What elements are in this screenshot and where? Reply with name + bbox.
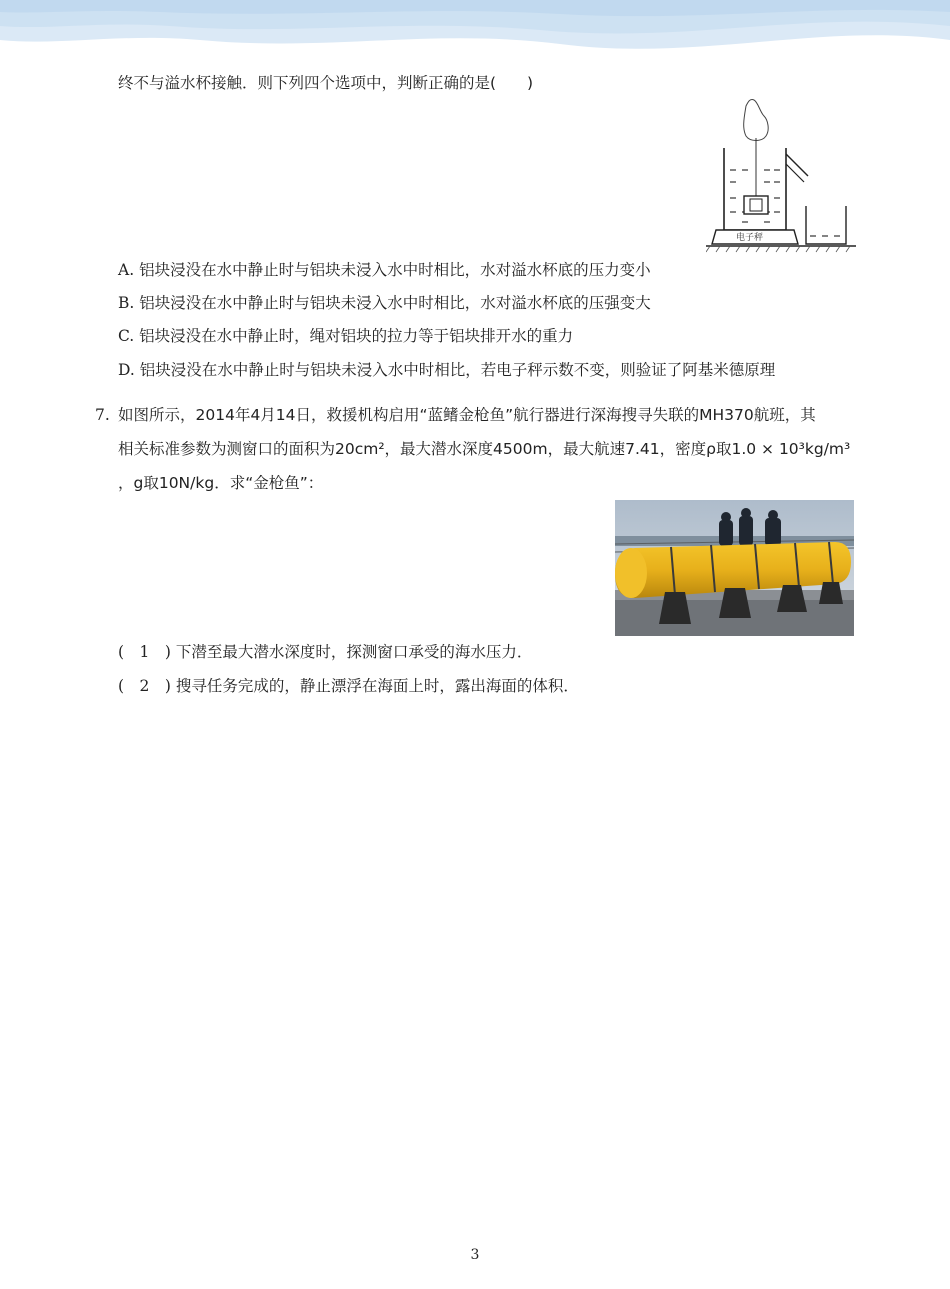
option-text: 铝块浸没在水中静止时与铝块未浸入水中时相比，水对溢水杯底的压强变大	[139, 294, 651, 312]
option-c	[118, 325, 573, 347]
page-number: 3	[470, 1247, 480, 1263]
scale-label: 电子秤	[736, 233, 764, 243]
option-a	[118, 259, 651, 281]
option-text: 铝块浸没在水中静止时与铝块未浸入水中时相比，水对溢水杯底的压力变小	[139, 261, 651, 279]
sub-question-text: 下潜至最大潜水深度时，探测窗口承受的海水压力．	[175, 643, 533, 661]
sub-question-label: ( 2 )	[118, 677, 171, 695]
option-text: 铝块浸没在水中静止时与铝块未浸入水中时相比，若电子秤示数不变，则验证了阿基米德原理	[139, 361, 776, 379]
option-text: 铝块浸没在水中静止时，绳对铝块的拉力等于铝块排开水的重力	[139, 327, 574, 345]
sub-question-text: 搜寻任务完成的，静止漂浮在海面上时，露出海面的体积．	[175, 677, 579, 695]
question-7-number: 7.	[95, 406, 110, 424]
sub-question-1	[118, 641, 532, 663]
option-letter: C.	[118, 327, 135, 345]
question-7-line-1: 如图所示，2014年4月14日，救援机构启用“蓝鳍金枪鱼”航行器进行深海搜寻失联的MH370航班，其	[118, 406, 816, 424]
question-7-line-3: ，g取10N/kg．求“金枪鱼”：	[118, 474, 324, 492]
option-letter: A.	[118, 261, 135, 279]
option-letter: D.	[118, 361, 135, 379]
header-wave-decoration	[0, 0, 950, 70]
overflow-cup-diagram	[706, 98, 856, 256]
sub-question-label: ( 1 )	[118, 643, 171, 661]
sub-question-2	[118, 675, 579, 697]
option-b	[118, 292, 651, 314]
question-6-intro-tail: 终不与溢水杯接触．则下列四个选项中，判断正确的是( )	[118, 74, 534, 92]
question-7-line-2: 相关标准参数为测窗口的面积为20cm²，最大潜水深度4500m，最大航速7.41，密度ρ取1.0 × 10³kg/m³	[118, 440, 851, 458]
bluefin-tuna-vehicle-photo	[615, 500, 854, 636]
option-letter: B.	[118, 294, 135, 312]
option-d	[118, 359, 775, 381]
